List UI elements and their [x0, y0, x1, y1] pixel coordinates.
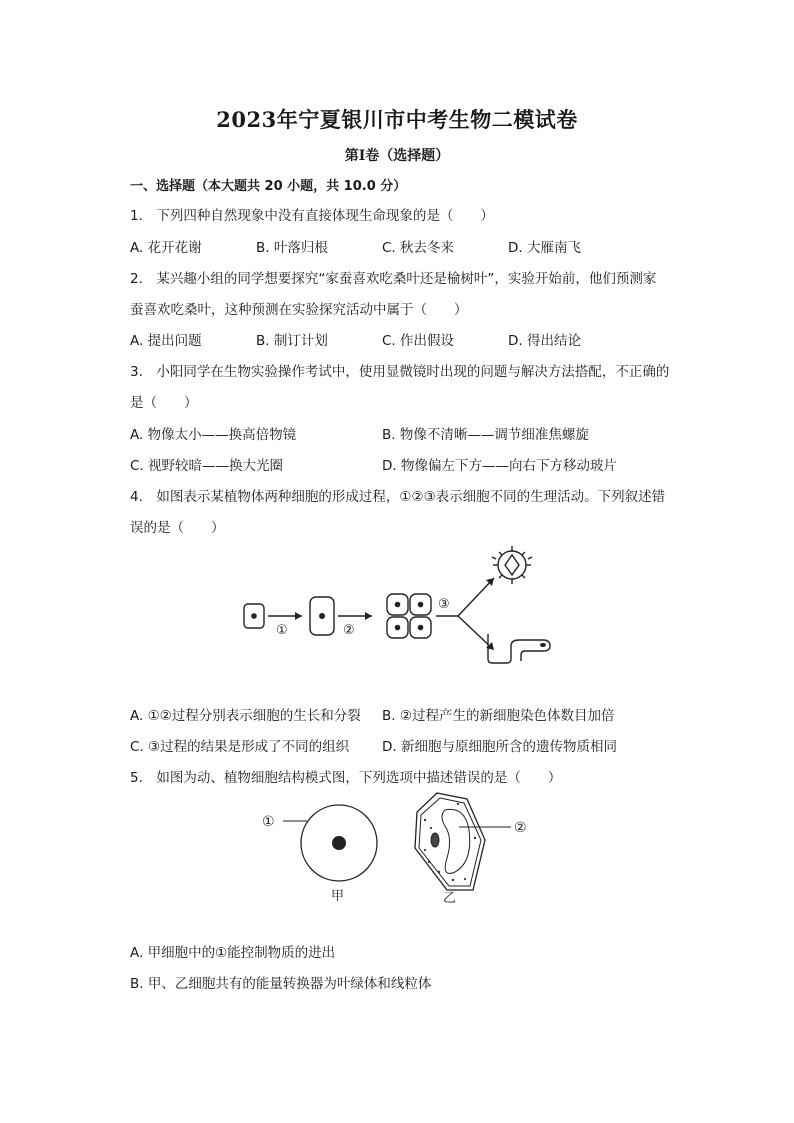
q3-option-a: A. 物像太小——换高倍物镜 — [130, 427, 297, 443]
q1-option-b: B. 叶落归根 — [256, 240, 328, 256]
question-4-stem-line-1: 4. 如图表示某植物体两种细胞的形成过程，①②③表示细胞不同的生理活动。下列叙述错 — [130, 489, 666, 505]
cell-formation-diagram — [230, 545, 570, 670]
q2-option-d: D. 得出结论 — [508, 333, 581, 349]
q5-option-a: A. 甲细胞中的①能控制物质的进出 — [130, 945, 336, 961]
differentiated-cell-bottom — [488, 634, 550, 663]
q4-option-d: D. 新细胞与原细胞所含的遗传物质相同 — [382, 739, 617, 755]
label-2: ② — [514, 820, 527, 836]
q2-option-a: A. 提出问题 — [130, 333, 202, 349]
question-2-stem-line-2: 蚕喜欢吃桑叶，这种预测在实验探究活动中属于（ ） — [130, 302, 468, 318]
question-5-stem: 5. 如图为动、植物细胞结构模式图，下列选项中描述错误的是（ ） — [130, 770, 562, 786]
exam-title: 2023年宁夏银川市中考生物二模试卷 — [216, 107, 578, 132]
animal-plant-cell-diagram — [255, 790, 545, 910]
q4-option-c: C. ③过程的结果是形成了不同的组织 — [130, 739, 350, 755]
q4-option-b: B. ②过程产生的新细胞染色体数目加倍 — [382, 708, 615, 724]
question-3-stem-line-2: 是（ ） — [130, 395, 198, 411]
step-label-2: ② — [343, 623, 355, 638]
step-label-1: ① — [276, 623, 288, 638]
q2-option-b: B. 制订计划 — [256, 333, 328, 349]
q5-option-b: B. 甲、乙细胞共有的能量转换器为叶绿体和线粒体 — [130, 976, 432, 992]
question-3-stem-line-1: 3. 小阳同学在生物实验操作考试中，使用显微镜时出现的问题与解决方法搭配，不正确的 — [130, 364, 670, 380]
question-1-stem: 1. 下列四种自然现象中没有直接体现生命现象的是（ ） — [130, 208, 494, 224]
q2-option-c: C. 作出假设 — [382, 333, 455, 349]
q3-option-c: C. 视野较暗——换大光圈 — [130, 458, 284, 474]
section-heading: 一、选择题（本大题共 20 小题，共 10.0 分） — [130, 179, 407, 194]
q4-option-a: A. ①②过程分别表示细胞的生长和分裂 — [130, 708, 361, 724]
label-1: ① — [262, 814, 275, 830]
q3-option-b: B. 物像不清晰——调节细准焦螺旋 — [382, 427, 589, 443]
q1-option-c: C. 秋去冬来 — [382, 240, 455, 256]
label-jia: 甲 — [331, 889, 345, 904]
q3-option-d: D. 物像偏左下方——向右下方移动玻片 — [382, 458, 617, 474]
label-yi: 乙 — [443, 891, 457, 906]
question-4-stem-line-2: 误的是（ ） — [130, 520, 225, 536]
q1-option-d: D. 大雁南飞 — [508, 240, 581, 256]
part-title: 第I卷（选择题） — [344, 148, 450, 164]
step-label-3: ③ — [438, 597, 450, 612]
plant-cell — [415, 793, 485, 890]
animal-cell — [301, 805, 377, 881]
q1-option-a: A. 花开花谢 — [130, 240, 202, 256]
differentiated-cell-top — [492, 546, 532, 584]
question-2-stem-line-1: 2. 某兴趣小组的同学想要探究“家蚕喜欢吃桑叶还是榆树叶”，实验开始前，他们预测家 — [130, 271, 657, 287]
